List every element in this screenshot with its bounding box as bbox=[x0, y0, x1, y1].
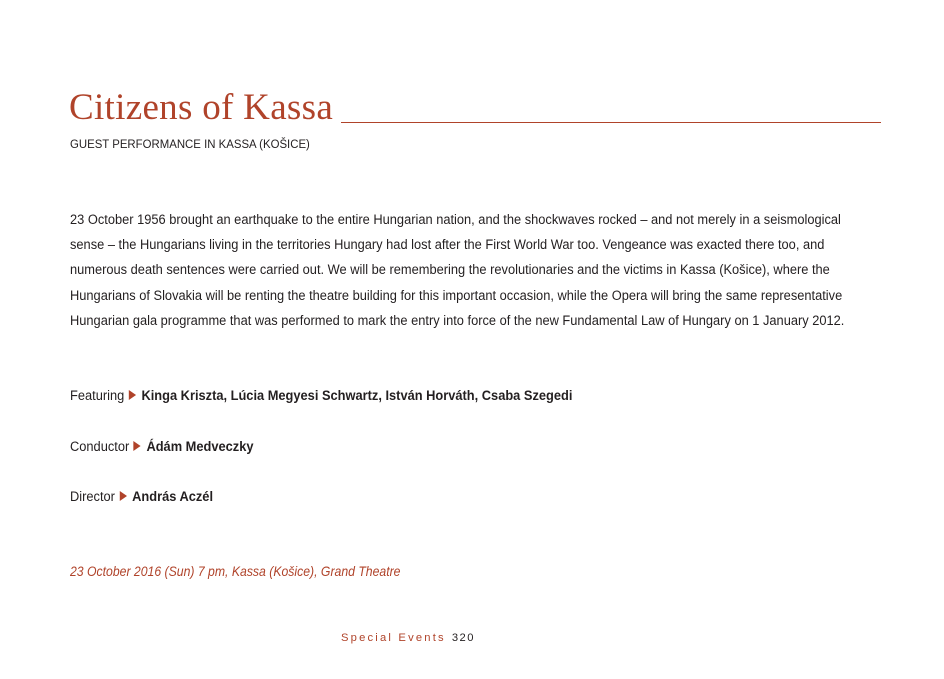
page-subtitle: GUEST PERFORMANCE IN KASSA (KOŠICE) bbox=[70, 137, 310, 151]
page-title: Citizens of Kassa bbox=[69, 87, 334, 128]
credit-conductor bbox=[70, 437, 253, 457]
arrow-right-icon bbox=[129, 390, 136, 400]
credit-names: Kinga Kriszta, Lúcia Megyesi Schwartz, István Horváth, Csaba Szegedi bbox=[141, 388, 573, 404]
arrow-right-icon bbox=[119, 491, 126, 501]
credit-label: Featuring bbox=[70, 388, 125, 404]
title-row bbox=[69, 88, 881, 128]
page-footer bbox=[341, 628, 475, 646]
credit-label: Director bbox=[70, 489, 115, 505]
event-date-line: 23 October 2016 (Sun) 7 pm, Kassa (Košice), Grand Theatre bbox=[70, 564, 401, 579]
footer-section-label: Special Events bbox=[341, 632, 446, 644]
credit-featuring bbox=[70, 386, 572, 406]
credit-label: Conductor bbox=[70, 439, 130, 455]
description-paragraph: 23 October 1956 brought an earthquake to the entire Hungarian nation, and the shockwaves rocked – and not merely in a seismological sense – the Hungarians living in the territories Hungary had lost after the First World War too. Vengeance was exacted there too, and numerous death sentences were carried out. We will be remembering the revolutionaries and the victims in Kassa (Košice), where the Hungarians of Slovakia will be renting the theatre building for this important occasion, while the Opera will bring the same representative Hungarian gala programme that was performed to mark the entry into force of the new Fundamental Law of Hungary on 1 January 2012. bbox=[70, 212, 845, 329]
title-rule bbox=[341, 122, 881, 123]
credit-director bbox=[70, 487, 213, 507]
credit-names: András Aczél bbox=[132, 489, 214, 505]
arrow-right-icon bbox=[134, 441, 141, 451]
credit-names: Ádám Medveczky bbox=[146, 439, 254, 455]
page-number: 320 bbox=[451, 632, 475, 644]
